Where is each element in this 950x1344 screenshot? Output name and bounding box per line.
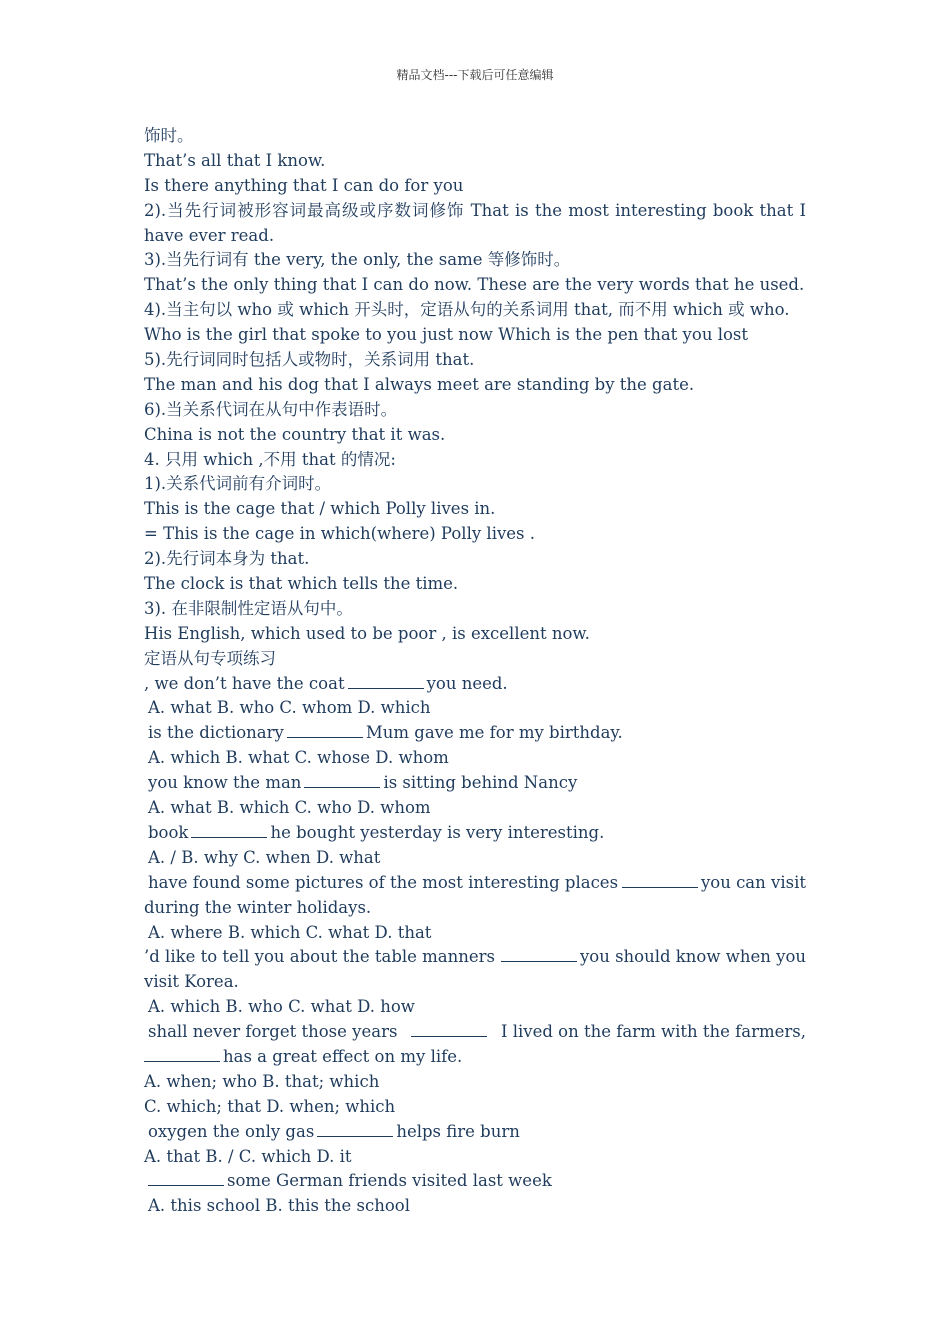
question-4-options: A. / B. why C. when D. what bbox=[148, 847, 381, 867]
document-body bbox=[144, 124, 806, 1219]
text-line: 4. 只用 which ,不用 that 的情况: bbox=[144, 449, 396, 469]
text-line: Who is the girl that spoke to you just now Which is the pen that you lost bbox=[144, 325, 748, 345]
question-2: is the dictionary Mum gave me for my birthday. bbox=[148, 723, 623, 743]
answer-blank bbox=[348, 672, 424, 689]
text-line: China is not the country that it was. bbox=[144, 424, 446, 444]
answer-blank bbox=[411, 1020, 487, 1037]
question-5-cont: during the winter holidays. bbox=[144, 897, 372, 917]
answer-blank bbox=[501, 945, 577, 962]
question-5: have found some pictures of the most interesting places you can visit bbox=[148, 872, 806, 892]
question-1: , we don’t have the coat you need. bbox=[144, 673, 508, 693]
answer-blank bbox=[144, 1045, 220, 1062]
question-2-options: A. which B. what C. whose D. whom bbox=[148, 748, 449, 768]
text-line: His English, which used to be poor , is excellent now. bbox=[144, 623, 590, 643]
question-3-options: A. what B. which C. who D. whom bbox=[148, 798, 431, 818]
question-9: some German friends visited last week bbox=[144, 1169, 806, 1194]
question-8-options: A. that B. / C. which D. it bbox=[144, 1146, 352, 1166]
text-line: 3). 在非限制性定语从句中。 bbox=[144, 598, 353, 618]
answer-blank bbox=[148, 1169, 224, 1186]
question-8: oxygen the only gas helps fire burn bbox=[148, 1121, 520, 1141]
text-line: 6).当关系代词在从句中作表语时。 bbox=[144, 399, 398, 419]
answer-blank bbox=[622, 871, 698, 888]
question-7-options-1: A. when; who B. that; which bbox=[144, 1071, 380, 1091]
question-9-options: A. this school B. this the school bbox=[148, 1196, 410, 1216]
text-line: That’s all that I know. bbox=[144, 150, 326, 170]
answer-blank bbox=[317, 1120, 393, 1137]
text-line: 1).关系代词前有介词时。 bbox=[144, 474, 332, 494]
question-3: you know the man is sitting behind Nancy bbox=[148, 773, 578, 793]
answer-blank bbox=[191, 821, 267, 838]
text-line: 2).当先行词被形容词最高级或序数词修饰 That is the most interesting book that I bbox=[144, 200, 806, 220]
question-4: book he bought yesterday is very interesting. bbox=[148, 822, 605, 842]
text-line: This is the cage that / which Polly lives in. bbox=[144, 499, 496, 519]
text-line: Is there anything that I can do for you bbox=[144, 175, 464, 195]
text-line: The clock is that which tells the time. bbox=[144, 574, 459, 594]
text-line: 5).先行词同时包括人或物时，关系词用 that. bbox=[144, 350, 475, 370]
text-line: = This is the cage in which(where) Polly lives . bbox=[144, 524, 536, 544]
text-line: 饰时。 bbox=[144, 126, 194, 145]
question-6-cont: visit Korea. bbox=[144, 972, 239, 992]
page-header: 精品文档---下载后可任意编辑 bbox=[396, 68, 554, 82]
text-line: have ever read. bbox=[144, 225, 275, 245]
text-line: 3).当先行词有 the very, the only, the same 等修饰时。 bbox=[144, 250, 571, 270]
section-title: 定语从句专项练习 bbox=[144, 648, 276, 668]
text-line: The man and his dog that I always meet are standing by the gate. bbox=[144, 374, 695, 394]
question-7-cont: has a great effect on my life. bbox=[144, 1045, 806, 1070]
answer-blank bbox=[287, 721, 363, 738]
text-line: 4).当主句以 who 或 which 开头时，定语从句的关系词用 that, 而不用 which 或 who. bbox=[144, 300, 790, 320]
text-line: That’s the only thing that I can do now. These are the very words that he used. bbox=[144, 275, 805, 295]
question-7-options-2: C. which; that D. when; which bbox=[144, 1096, 396, 1116]
question-6: ’d like to tell you about the table manners you should know when you bbox=[144, 947, 806, 967]
question-1-options: A. what B. who C. whom D. which bbox=[148, 698, 431, 718]
question-5-options: A. where B. which C. what D. that bbox=[148, 922, 432, 942]
question-7: shall never forget those years I lived on the farm with the farmers, bbox=[148, 1022, 806, 1042]
text-line: 2).先行词本身为 that. bbox=[144, 549, 310, 569]
answer-blank bbox=[304, 771, 380, 788]
question-6-options: A. which B. who C. what D. how bbox=[148, 997, 415, 1017]
